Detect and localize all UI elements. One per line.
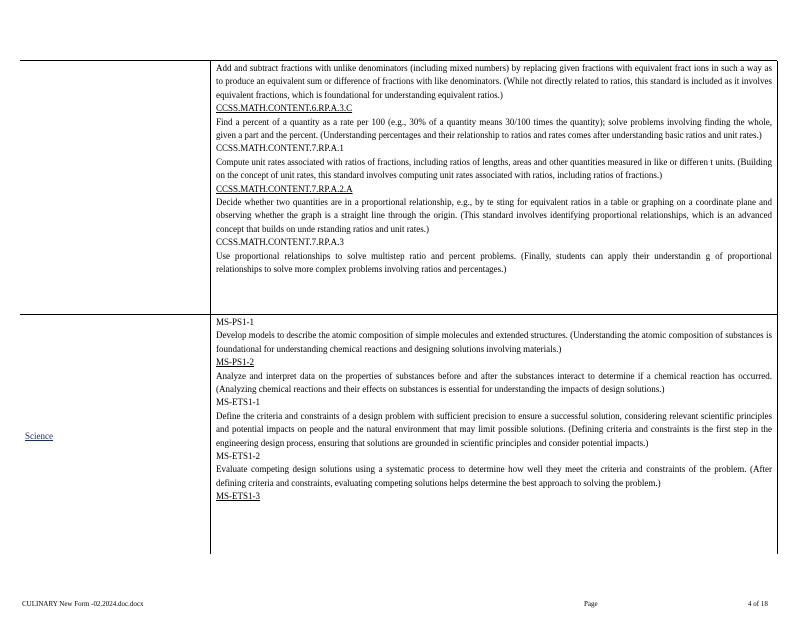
standard-description: Evaluate competing design solutions using a systematic process to determine how well they meet the criteria and constraints of the problem. (After defining criteria and constraints, evaluating competing solutions helps determine the best approach to solving the problem.) <box>216 464 772 488</box>
standard-description: Use proportional relationships to solve multistep ratio and percent problems. (Finally, students can apply their understandin g of proportional relationships to solve more complex problems involving ratios and percentages.) <box>216 250 772 275</box>
standard-description: Analyze and interpret data on the properties of substances before and after the substances interact to determine if a chemical reaction has occurred. (Analyzing chemical reactions and their effects on substances is essential for understanding the impacts of design solutions.) <box>216 370 772 395</box>
footer-filename: CULINARY New Form -02.2024.doc.docx <box>22 600 144 608</box>
standard-code[interactable]: MS-PS1-2 <box>216 357 255 368</box>
standard-description: Add and subtract fractions with unlike denominators (including mixed numbers) by replacing given fractions with equivalent fract ions in such a way as to produce an equivalent sum or difference of fractions with like denominators. (While not directly related to ratios, this standard is included as it involves equivalent fractions, which is foundational for understanding equivalent ratios.) <box>216 63 772 100</box>
standard-code: MS-ETS1-2 <box>216 451 261 462</box>
table-right-border <box>777 61 778 554</box>
standard-code[interactable]: MS-ETS1-3 <box>216 491 261 502</box>
standard-code: CCSS.MATH.CONTENT.7.RP.A.1 <box>216 143 344 154</box>
footer-page-label: Page <box>584 600 598 608</box>
science-row-label[interactable]: Science <box>25 431 53 441</box>
standard-description: Define the criteria and constraints of a design problem with sufficient precision to ensure a successful solution, considering relevant scientific principles and potential impacts on people and the natural environment that may limit possible solutions. (Defining criteria and constraints is the first step in the engineering design process, ensuring that solutions are grounded in scientific principles and consider potential impacts.) <box>216 410 772 448</box>
standards-table <box>20 60 777 554</box>
column-divider <box>210 61 211 554</box>
standard-code: CCSS.MATH.CONTENT.7.RP.A.3 <box>216 237 344 248</box>
standard-description: Develop models to describe the atomic composition of simple molecules and extended structures. (Understanding the atomic composition of substances is foundational for understanding chemical reactions and designing solutions involving materials.) <box>216 330 772 354</box>
standard-description: Compute unit rates associated with ratios of fractions, including ratios of lengths, areas and other quantities measured in like or differen t units. (Building on the concept of unit rates, this standard involves computing unit rates associated with ratios, including ratios of fractions.) <box>216 156 772 181</box>
math-standards-cell <box>216 62 772 277</box>
standard-code: MS-ETS1-1 <box>216 397 261 408</box>
footer-page-number: 4 of 18 <box>748 600 768 608</box>
standard-code[interactable]: CCSS.MATH.CONTENT.6.RP.A.3.C <box>216 103 353 114</box>
standard-code[interactable]: CCSS.MATH.CONTENT.7.RP.A.2.A <box>216 183 353 194</box>
standard-code: MS-PS1-1 <box>216 317 255 327</box>
standard-description: Find a percent of a quantity as a rate per 100 (e.g., 30% of a quantity means 30/100 times the quantity); solve problems involving finding the whole, given a part and the percent. (Understanding percentages and their relationship to ratios and rates comes after understanding basic ratios and unit rates.) <box>216 116 772 141</box>
science-standards-cell <box>216 316 772 504</box>
standard-description: Decide whether two quantities are in a proportional relationship, e.g., by te sting for equivalent ratios in a table or graphing on a coordinate plane and observing whether the graph is a straight line through the origin. (This standard involves identifying proportional relationships, which is an advanced concept that builds on unde rstanding ratios and unit rates.) <box>216 197 772 234</box>
row-divider <box>20 314 777 315</box>
